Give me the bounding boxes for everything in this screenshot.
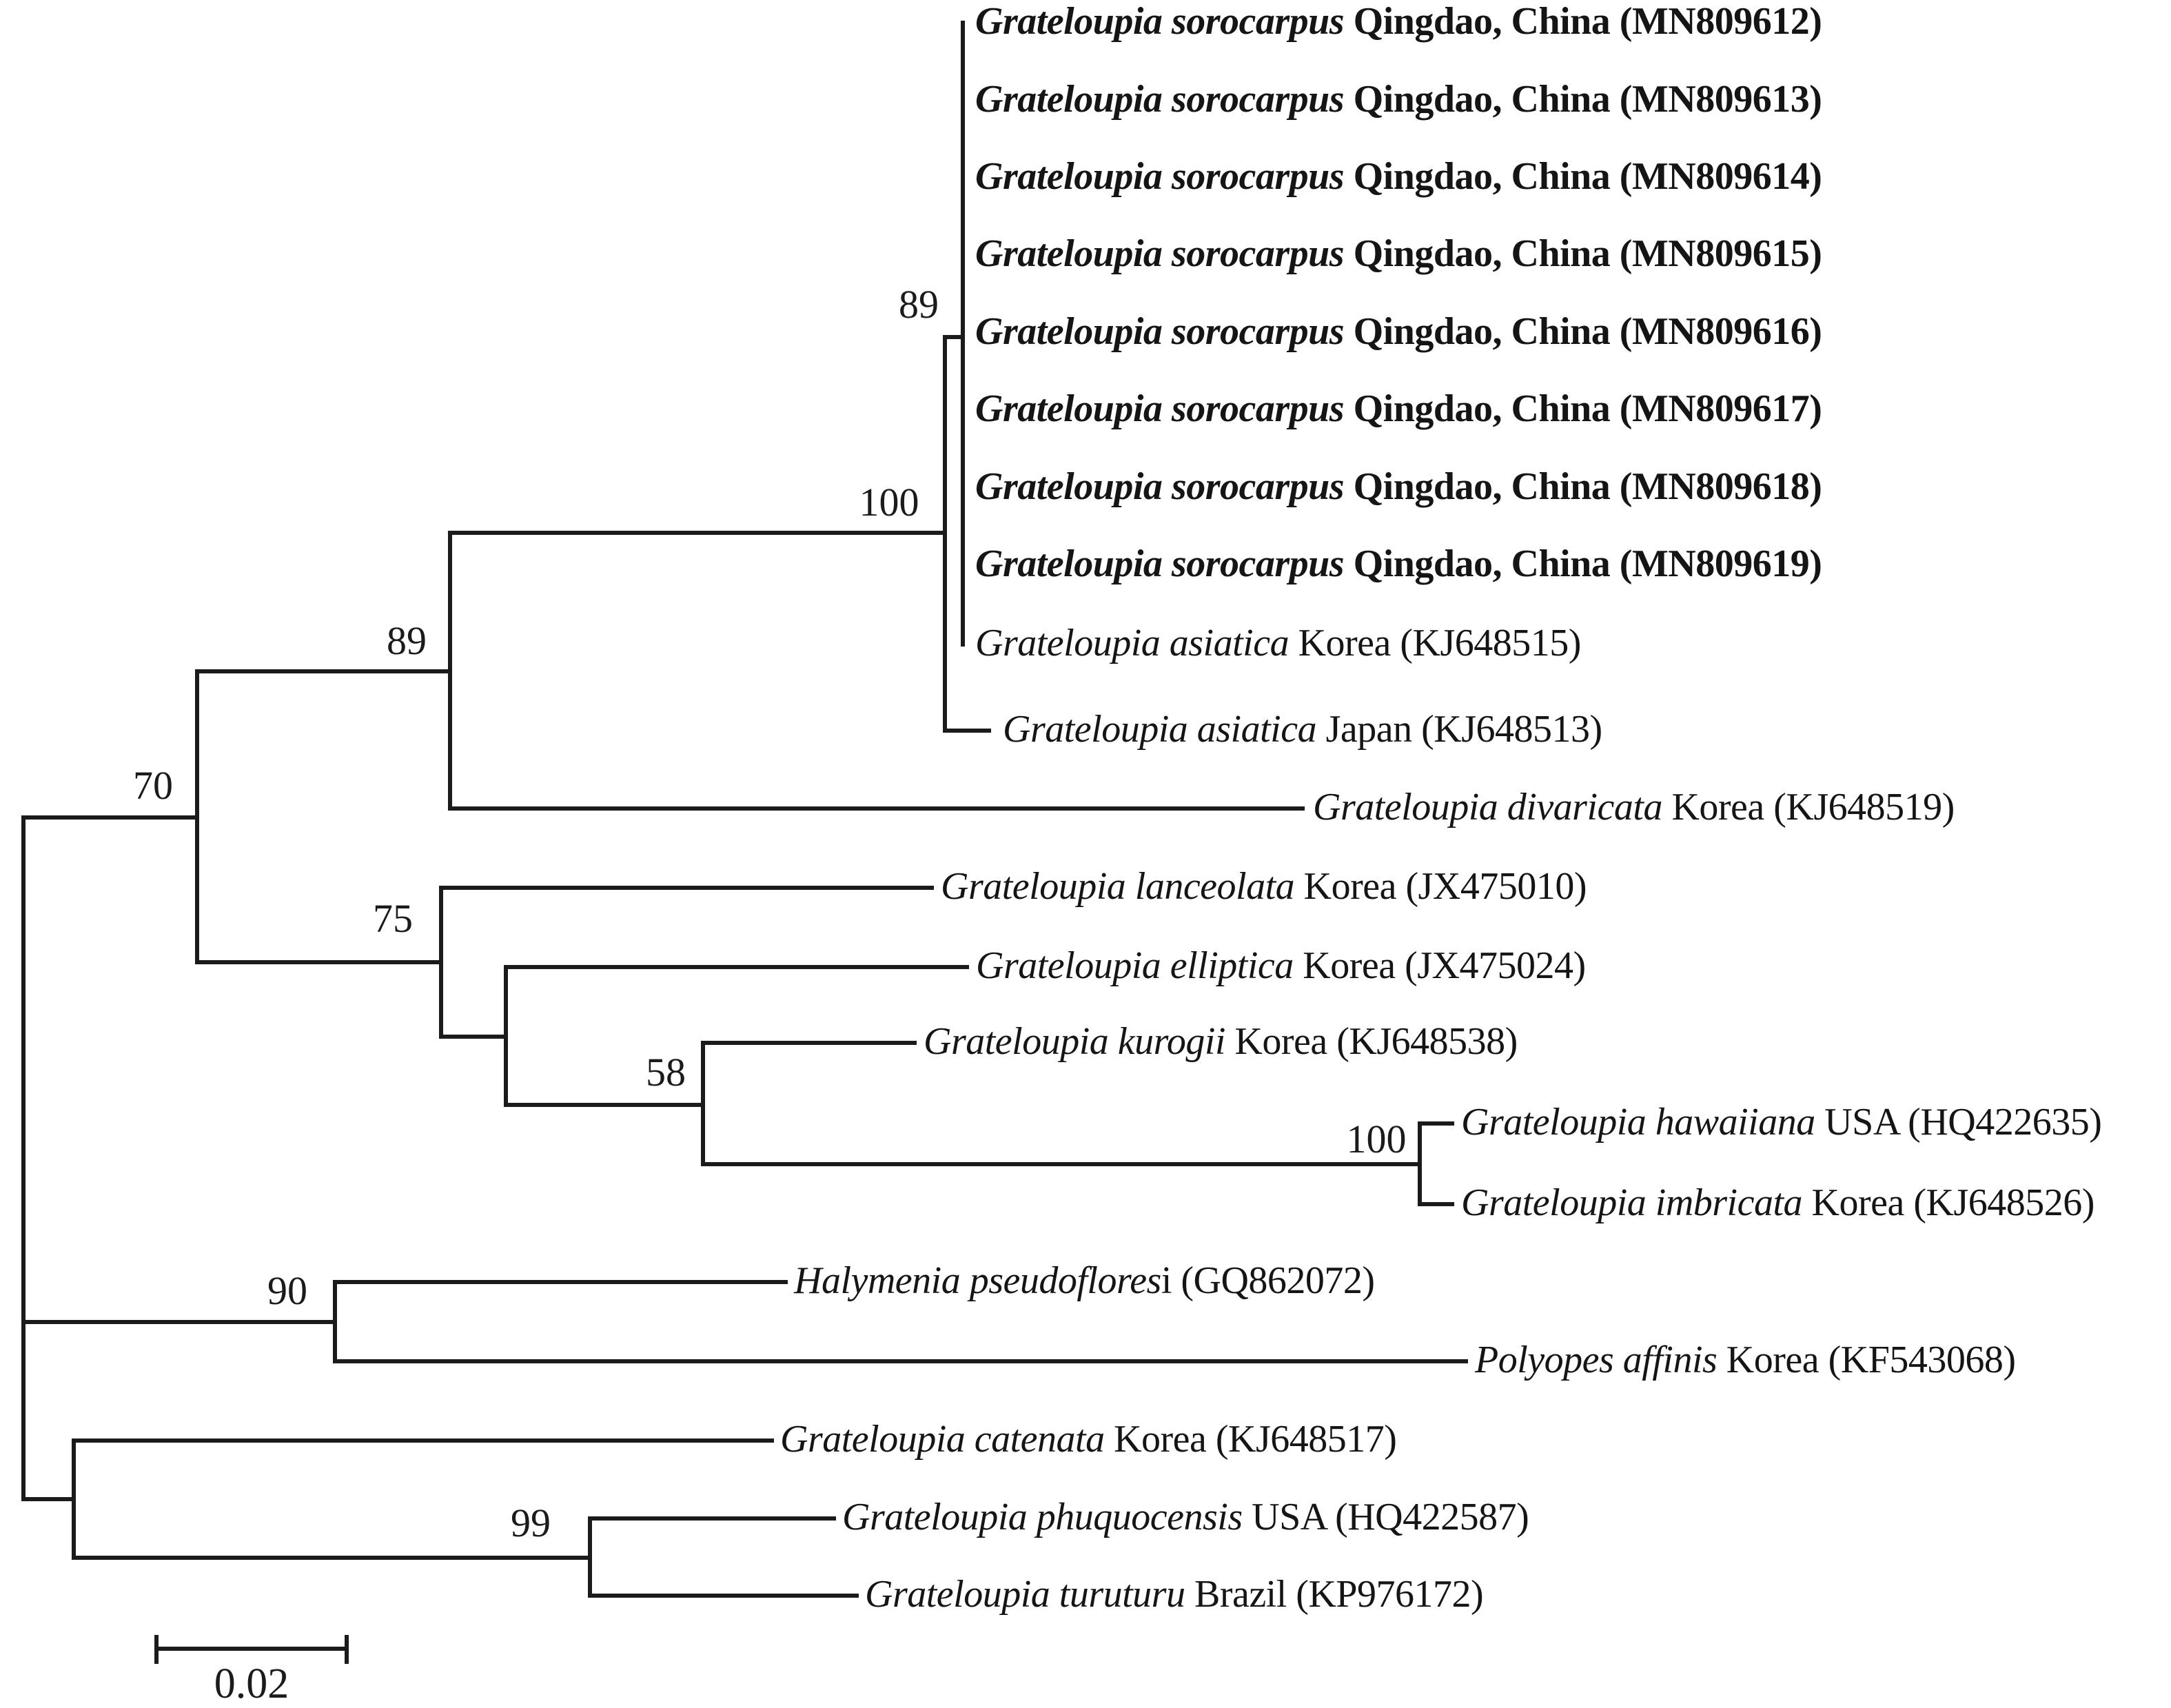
taxon-species-name: Halymenia pseudoflores bbox=[794, 1259, 1161, 1302]
taxon-label bbox=[924, 1019, 1518, 1063]
taxon-label bbox=[842, 1495, 1529, 1538]
taxon-species-name: Grateloupia turuturu bbox=[865, 1572, 1185, 1616]
taxon-species-name: Grateloupia sorocarpus bbox=[975, 232, 1345, 275]
tree-branch-horizontal bbox=[504, 1103, 705, 1107]
taxon-label bbox=[1003, 707, 1602, 751]
tree-branch-vertical bbox=[195, 669, 199, 964]
taxon-species-name: Grateloupia asiatica bbox=[1003, 707, 1317, 751]
taxon-locality-accession: Korea (KF543068) bbox=[1717, 1338, 2016, 1381]
tree-branch-horizontal bbox=[1418, 1121, 1454, 1126]
tree-branch-horizontal bbox=[943, 729, 991, 733]
taxon-label bbox=[975, 2, 1822, 41]
taxon-label bbox=[976, 946, 1586, 985]
taxon-locality-accession: Qingdao, China (MN809618) bbox=[1344, 465, 1822, 508]
taxon-label bbox=[975, 309, 1822, 353]
tree-branch-vertical bbox=[588, 1516, 592, 1598]
taxon-locality-accession: Korea (KJ648538) bbox=[1225, 1019, 1518, 1063]
taxon-label bbox=[794, 1261, 1375, 1300]
taxon-locality-accession: USA (HQ422635) bbox=[1815, 1100, 2102, 1143]
bootstrap-value: 89 bbox=[387, 618, 427, 663]
scale-bar-left-tick bbox=[154, 1635, 159, 1664]
taxon-species-name: Grateloupia sorocarpus bbox=[975, 77, 1345, 121]
taxon-label bbox=[975, 467, 1822, 506]
taxon-locality-accession: USA (HQ422587) bbox=[1242, 1495, 1529, 1538]
tree-branch-vertical bbox=[961, 21, 965, 647]
taxon-locality-accession: Qingdao, China (MN809616) bbox=[1344, 309, 1822, 353]
taxon-species-name: Polyopes affinis bbox=[1475, 1338, 1718, 1381]
taxon-locality-accession: Qingdao, China (MN809614) bbox=[1344, 154, 1822, 198]
taxon-locality-accession: Japan (KJ648513) bbox=[1316, 707, 1602, 751]
taxon-locality-accession: Korea (KJ648515) bbox=[1289, 621, 1581, 664]
taxon-species-name: Grateloupia elliptica bbox=[976, 944, 1294, 987]
scale-bar-line bbox=[154, 1647, 349, 1651]
tree-branch-horizontal bbox=[448, 531, 947, 535]
taxon-species-name: Grateloupia sorocarpus bbox=[975, 465, 1345, 508]
tree-branch-horizontal bbox=[439, 1035, 508, 1039]
tree-branch-horizontal bbox=[439, 886, 934, 890]
taxon-species-name: Grateloupia catenata bbox=[780, 1417, 1105, 1461]
bootstrap-value: 100 bbox=[1346, 1117, 1407, 1161]
tree-branch-horizontal bbox=[195, 960, 443, 964]
taxon-label bbox=[941, 864, 1587, 908]
taxon-locality-accession: Korea (KJ648517) bbox=[1104, 1417, 1397, 1461]
tree-branch-horizontal bbox=[72, 1556, 592, 1560]
tree-branch-horizontal bbox=[21, 815, 199, 820]
tree-branch-vertical bbox=[943, 335, 947, 733]
tree-branch-horizontal bbox=[333, 1359, 1468, 1363]
scale-bar-label: 0.02 bbox=[214, 1660, 289, 1707]
tree-branch-vertical bbox=[448, 531, 452, 811]
taxon-locality-accession: Qingdao, China (MN809615) bbox=[1344, 232, 1822, 275]
tree-branch-vertical bbox=[333, 1280, 337, 1363]
taxon-locality-accession: Qingdao, China (MN809619) bbox=[1344, 542, 1822, 585]
tree-branch-vertical bbox=[21, 815, 26, 1501]
taxon-label bbox=[975, 77, 1822, 121]
tree-branch-horizontal bbox=[72, 1438, 774, 1443]
tree-branch-horizontal bbox=[1418, 1202, 1454, 1206]
taxon-label bbox=[975, 389, 1822, 428]
scale-bar-right-tick bbox=[345, 1635, 349, 1664]
bootstrap-value: 90 bbox=[267, 1268, 307, 1313]
taxon-label bbox=[975, 234, 1822, 273]
tree-branch-horizontal bbox=[21, 1320, 337, 1324]
taxon-locality-accession: Qingdao, China (MN809612) bbox=[1344, 0, 1822, 43]
bootstrap-value: 75 bbox=[373, 896, 413, 941]
bootstrap-value: 89 bbox=[899, 282, 939, 327]
tree-branch-horizontal bbox=[701, 1162, 1422, 1166]
taxon-locality-accession: Korea (JX475010) bbox=[1294, 864, 1587, 908]
taxon-species-name: Grateloupia kurogii bbox=[924, 1019, 1225, 1063]
taxon-label bbox=[1461, 1100, 2102, 1143]
taxon-label bbox=[1313, 785, 1955, 828]
taxon-label bbox=[975, 621, 1581, 664]
taxon-label bbox=[1461, 1183, 2094, 1222]
taxon-locality-accession: Brazil (KP976172) bbox=[1185, 1572, 1484, 1616]
taxon-label bbox=[1475, 1338, 2016, 1381]
tree-branch-horizontal bbox=[333, 1280, 788, 1284]
taxon-locality-accession: Qingdao, China (MN809617) bbox=[1344, 387, 1822, 430]
taxon-species-name: Grateloupia lanceolata bbox=[941, 864, 1295, 908]
taxon-species-name: Grateloupia phuquocensis bbox=[842, 1495, 1243, 1538]
tree-branch-horizontal bbox=[588, 1516, 836, 1521]
tree-branch-horizontal bbox=[21, 1497, 76, 1501]
taxon-locality-accession: Korea (KJ648519) bbox=[1662, 785, 1955, 828]
taxon-species-name: Grateloupia imbricata bbox=[1461, 1181, 1803, 1224]
taxon-locality-accession: Korea (JX475024) bbox=[1293, 944, 1586, 987]
taxon-species-name: Grateloupia divaricata bbox=[1313, 785, 1662, 828]
tree-branch-vertical bbox=[701, 1041, 705, 1166]
taxon-species-name: Grateloupia sorocarpus bbox=[975, 309, 1345, 353]
tree-branch-horizontal bbox=[448, 806, 1305, 811]
tree-branch-vertical bbox=[1418, 1121, 1422, 1206]
taxon-locality-accession: Qingdao, China (MN809613) bbox=[1344, 77, 1822, 121]
taxon-species-name: Grateloupia hawaiiana bbox=[1461, 1100, 1815, 1143]
taxon-label bbox=[780, 1417, 1397, 1461]
tree-branch-vertical bbox=[504, 965, 508, 1107]
taxon-label bbox=[975, 154, 1822, 198]
tree-branch-horizontal bbox=[195, 669, 452, 673]
bootstrap-value: 100 bbox=[859, 480, 919, 525]
tree-branch-vertical bbox=[72, 1438, 76, 1560]
taxon-species-name: Grateloupia sorocarpus bbox=[975, 542, 1345, 585]
tree-branch-vertical bbox=[439, 886, 443, 1039]
taxon-locality-accession: i (GQ862072) bbox=[1161, 1259, 1375, 1302]
bootstrap-value: 99 bbox=[511, 1501, 551, 1545]
taxon-species-name: Grateloupia asiatica bbox=[975, 621, 1290, 664]
taxon-species-name: Grateloupia sorocarpus bbox=[975, 154, 1345, 198]
bootstrap-value: 58 bbox=[646, 1050, 686, 1095]
tree-branch-horizontal bbox=[701, 1041, 917, 1045]
taxon-locality-accession: Korea (KJ648526) bbox=[1802, 1181, 2094, 1224]
taxon-species-name: Grateloupia sorocarpus bbox=[975, 387, 1345, 430]
taxon-label bbox=[865, 1572, 1484, 1616]
bootstrap-value: 70 bbox=[133, 763, 173, 808]
taxon-label bbox=[975, 542, 1822, 585]
taxon-species-name: Grateloupia sorocarpus bbox=[975, 0, 1345, 43]
tree-branch-horizontal bbox=[504, 965, 969, 969]
tree-branch-horizontal bbox=[588, 1594, 859, 1598]
